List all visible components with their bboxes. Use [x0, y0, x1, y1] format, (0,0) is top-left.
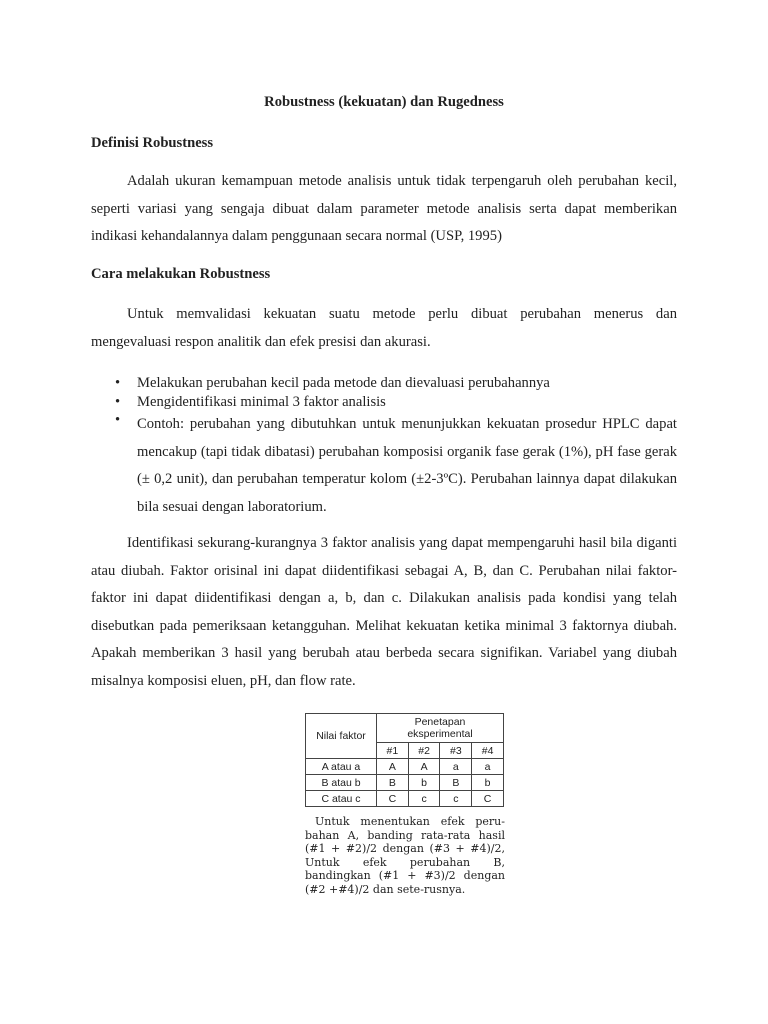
- table-row: [306, 759, 504, 775]
- identification-paragraph: Identifikasi sekurang-kurangnya 3 faktor analisis yang dapat mempengaruhi hasil bila diganti atau diubah. Faktor orisinal ini dapat diidentifikasi sebagai A, B, dan C. Perubahan nilai faktor-faktor ini dapat diidentifikasi dengan a, b, dan c. Dilakukan analisis pada kondisi yang telah disebutkan pada pemeriksaan ketangguhan. Melihat kekuatan ketika minimal 3 faktornya diubah. Apakah memberikan 3 hasil yang berubah atau berbeda secara signifikan. Variabel yang diubah misalnya komposisi eluen, pH, dan flow rate.: [91, 535, 677, 689]
- page-title: Robustness (kekuatan) dan Rugedness: [264, 94, 504, 110]
- bullet-icon: •: [115, 393, 121, 410]
- table-row: [306, 775, 504, 791]
- table-cell: a: [472, 759, 504, 775]
- table-column-header: #1: [377, 743, 409, 759]
- factor-table: [305, 713, 504, 807]
- section-heading-cara: Cara melakukan Robustness: [91, 266, 271, 282]
- list-item: [91, 411, 677, 521]
- table-row: [306, 791, 504, 807]
- table-group-header: Penetapan eksperimental: [377, 714, 504, 743]
- table-row-label: C atau c: [306, 791, 377, 807]
- list-item: [91, 374, 677, 393]
- table-row-label: B atau b: [306, 775, 377, 791]
- list-item-text: Melakukan perubahan kecil pada metode dan dievaluasi perubahannya: [137, 375, 550, 391]
- bullet-icon: •: [115, 375, 121, 391]
- table-cell: B: [377, 775, 409, 791]
- list-item: [91, 393, 677, 412]
- table-cell: c: [440, 791, 472, 807]
- list-item-text: Mengidentifikasi minimal 3 faktor analisis: [137, 393, 386, 410]
- figure-caption: Untuk menentukan efek peru-bahan A, banding rata-rata hasil (#1 + #2)/2 dengan (#3 + #4)/2, Untuk efek perubahan B, bandingkan (#1 + #3)/2 dengan (#2 +#4)/2 dan sete-rusnya.: [305, 815, 505, 896]
- table-cell: A: [377, 759, 409, 775]
- bullet-list: [91, 374, 677, 521]
- table-cell: a: [440, 759, 472, 775]
- table-cell: C: [377, 791, 409, 807]
- table-cell: A: [408, 759, 440, 775]
- table-column-header: #3: [440, 743, 472, 759]
- table-cell: C: [472, 791, 504, 807]
- table-cell: c: [408, 791, 440, 807]
- table-cell: B: [440, 775, 472, 791]
- table-corner-header: Nilai faktor: [306, 714, 377, 759]
- factor-figure: [305, 713, 505, 896]
- table-column-header: #4: [472, 743, 504, 759]
- method-paragraph: Untuk memvalidasi kekuatan suatu metode perlu dibuat perubahan menerus dan mengevaluasi respon analitik dan efek presisi dan akurasi.: [91, 306, 677, 350]
- table-cell: b: [472, 775, 504, 791]
- definition-paragraph: Adalah ukuran kemampuan metode analisis untuk tidak terpengaruh oleh perubahan kecil, seperti variasi yang sengaja dibuat dalam parameter metode analisis serta dapat memberikan indikasi kehandalannya dalam penggunaan secara normal (USP, 1995): [91, 173, 677, 244]
- table-column-header: #2: [408, 743, 440, 759]
- list-item-text: Contoh: perubahan yang dibutuhkan untuk menunjukkan kekuatan prosedur HPLC dapat mencakup (tapi tidak dibatasi) perubahan komposisi organik fase gerak (1%), pH fase gerak (± 0,2 unit), dan perubahan temperatur kolom (±2-3ºC). Perubahan lainnya dapat dilakukan bila sesuai dengan laboratorium.: [137, 416, 677, 515]
- table-row-label: A atau a: [306, 759, 377, 775]
- bullet-icon: •: [115, 412, 121, 428]
- table-cell: b: [408, 775, 440, 791]
- section-heading-definisi: Definisi Robustness: [91, 135, 214, 151]
